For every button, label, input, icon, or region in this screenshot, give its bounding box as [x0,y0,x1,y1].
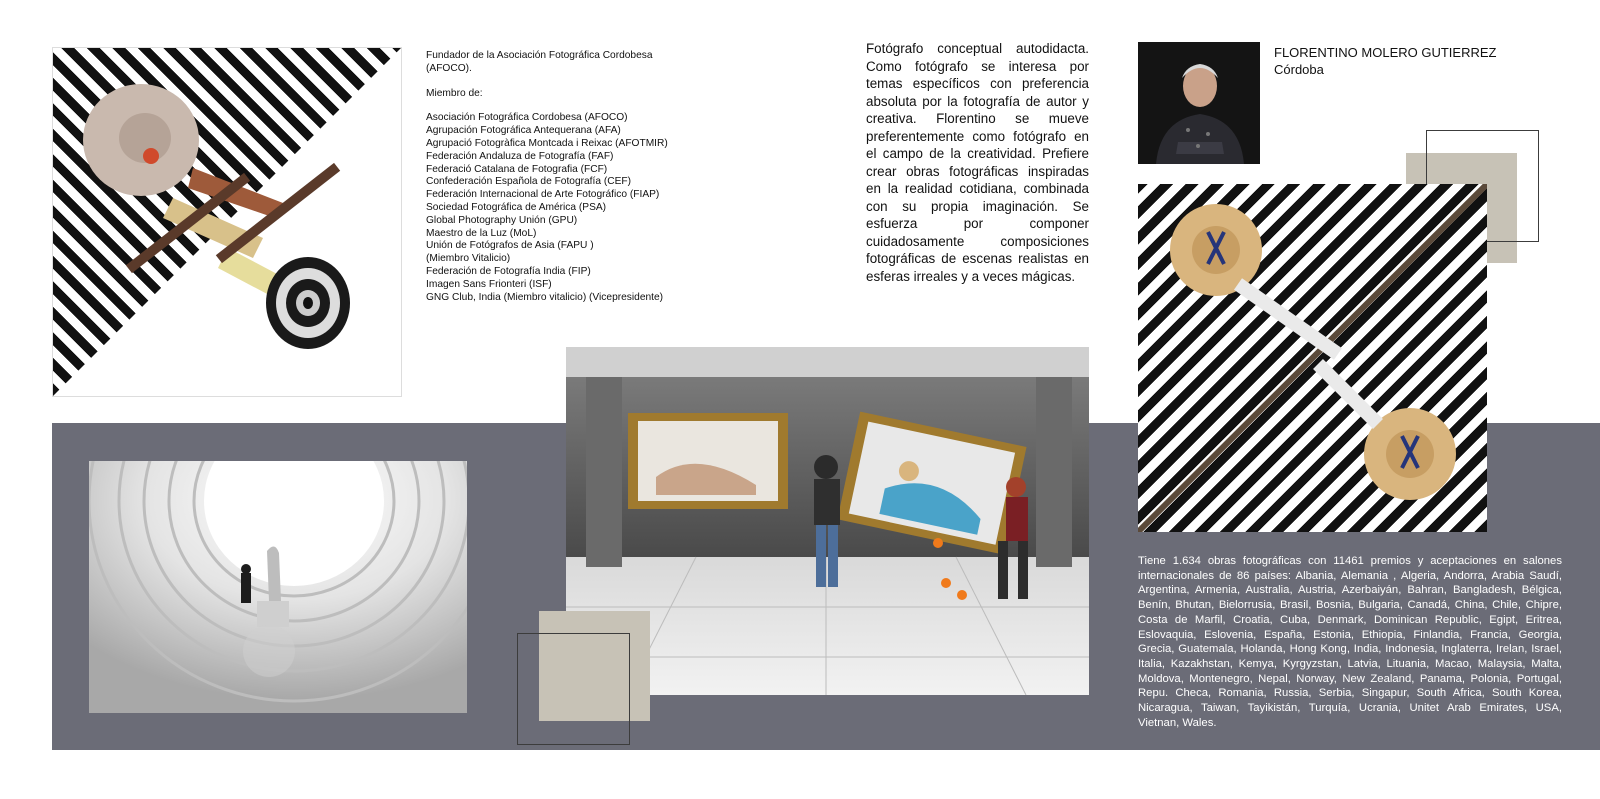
artist-name: FLORENTINO MOLERO GUTIERREZ [1274,45,1497,60]
membership-item: Asociación Fotográfica Cordobesa (AFOCO) [426,112,628,124]
straw-hats-illustration [1138,184,1487,532]
membership-item: Federación de Fotografía India (FIP) [426,265,591,277]
hat-woman-illustration [53,48,401,396]
membership-item: Federació Catalana de Fotografia (FCF) [426,163,608,175]
membership-item: Sociedad Fotográfica de América (PSA) [426,201,607,213]
membership-item: GNG Club, India (Miembro vitalicio) (Vicepresidente) [426,291,664,303]
membership-item: Imagen Sans Frionteri (ISF) [426,278,552,290]
membership-list [426,112,668,304]
artist-city: Córdoba [1274,62,1324,77]
membership-item: Federación Andaluza de Fotografía (FAF) [426,150,614,162]
artist-portrait [1138,42,1260,164]
membership-item: Federación Internacional de Arte Fotográfico (FIAP) [426,189,660,201]
artist-name-block [1274,44,1496,78]
artist-bio: Fotógrafo conceptual autodidacta. Como fotógrafo se interesa por temas específicos con preferencia absoluta por la fotografía de autor y creativa. Florentino se mueve preferentemente como fotógrafo en el campo de la creatividad. Prefiere crear obras fotográficas inspiradas en la realidad cotidiana, combinada con su propia imaginación. Se esfuerza por componer cuidadosamente composiciones fotográficas de escenas realistas en esferas irreales y a veces mágicas. [866,41,1089,284]
memberships-text [426,50,668,304]
portrait-figure [1138,42,1260,164]
founder-line: Fundador de la Asociación Fotográfica Cordobesa (AFOCO). [426,50,653,74]
awards-countries-text: Tiene 1.634 obras fotográficas con 11461 premios y aceptaciones en salones internacionales de 86 países: Albania, Alemania , Algeria, Andorra, Arabia Saudí, Argentina, Armenia, Australia, Austria, Azerbaiyán, Bahran, Bangladesh, Bélgica, Benín, Bhutan, Bielorrusia, Brasil, Bosnia, Bulgaria, Canadá, China, Chile, Chipre, Costa de Marfil, Croatia, Cuba, Denmark, Dominican Republic, Egipt, Eritrea, Eslovaquia, Eslovenia, España, Estonia, Ethiopia, Finlandia, Francia, Georgia, Grecia, Guatemala, Holanda, Hong Kong, India, Indonesia, Inglaterra, Irelan, Israel, Italia, Kazakhstan, Kemya, Kyrgyzstan, Latvia, Lituania, Macao, Malaysia, Malta, Moldova, Montenegro, Nepal, Norway, New Zealand, Panama, Polonia, Portugal, Repu. Checa, Romania, Russia, Serbia, Singapur, South Africa, South Korea, Nicaragua, Taiwan, Tayikistán, Turquía, Ucrania, Unitet Arab Emirates, USA, Vietnan, Wales. [1138,555,1562,729]
photo-striped-straw-hats [1138,184,1487,532]
membership-item: Global Photography Unión (GPU) [426,214,578,226]
membership-item: Unión de Fotógrafos de Asia (FAPU ) [426,240,594,252]
membership-item: (Miembro Vitalicio) [426,253,511,265]
membership-item: Agrupación Fotográfica Antequerana (AFA) [426,125,621,137]
photo-white-tunnel [89,461,467,713]
membership-item: Agrupació Fotogràfica Montcada i Reixac (AFOTMIR) [426,137,668,149]
photo-striped-hat-woman [52,47,402,397]
membership-item: Maestro de la Luz (MoL) [426,227,537,239]
decor-square-outline-bottom [517,633,630,745]
membership-item: Confederación Española de Fotografía (CEF) [426,176,631,188]
member-heading: Miembro de: [426,87,483,99]
tunnel-illustration [89,461,467,713]
